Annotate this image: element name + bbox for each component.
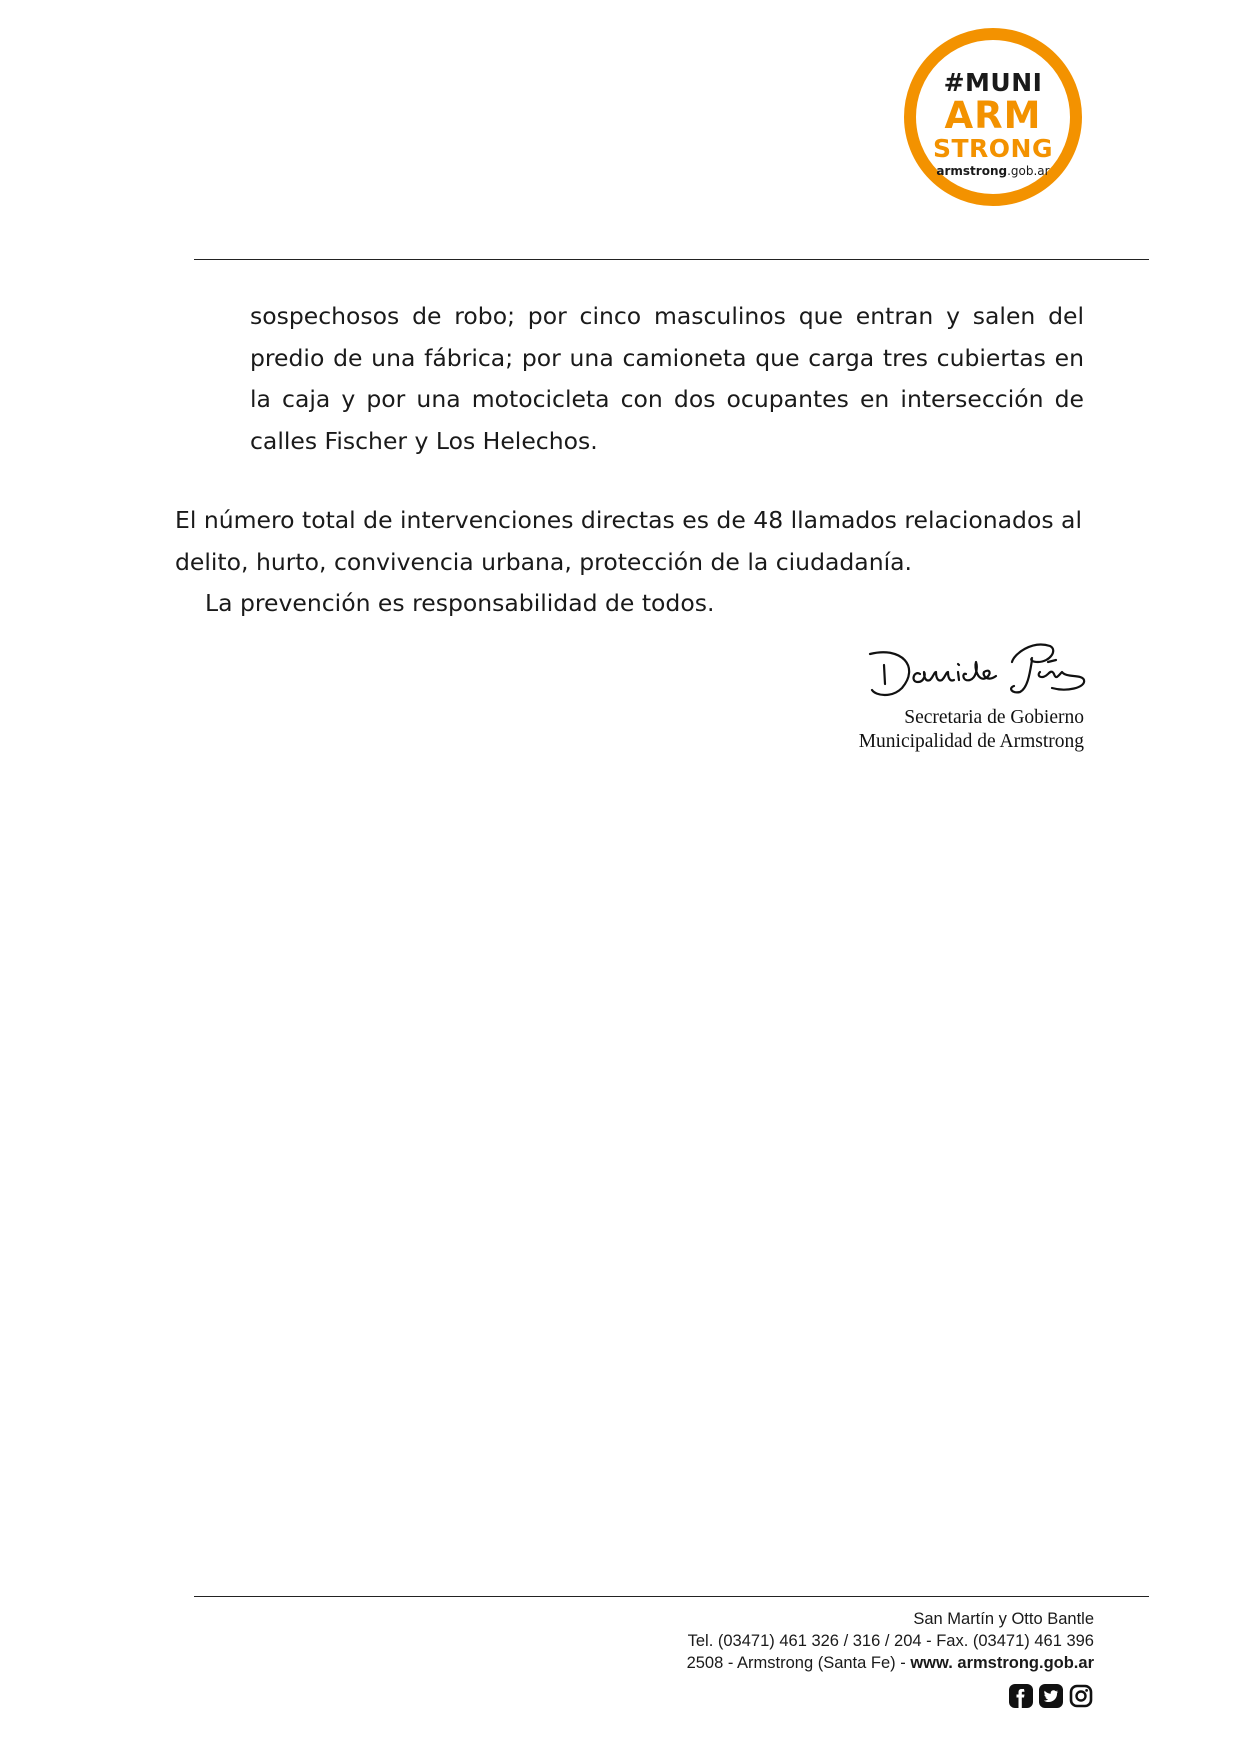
logo-domain-bold: armstrong	[936, 164, 1008, 178]
footer-city: 2508 - Armstrong (Santa Fe) -	[686, 1654, 911, 1672]
header-divider	[194, 259, 1149, 260]
logo-domain-suffix: .gob.ar	[1007, 164, 1050, 178]
instagram-icon[interactable]	[1068, 1683, 1094, 1709]
paragraph-closing: La prevención es responsabilidad de todos.	[205, 589, 715, 617]
handwritten-signature	[862, 632, 1102, 712]
footer-website-link[interactable]: www. armstrong.gob.ar	[910, 1654, 1094, 1672]
logo-domain	[916, 164, 1070, 178]
paragraph-continuation: sospechosos de robo; por cinco masculinos que entran y salen del predio de una fábrica; por una camioneta que carga tres cubiertas en la caja y por una motocicleta con dos ocupantes en intersección de calles Fischer y Los Helechos.	[250, 302, 1084, 455]
footer-address: San Martín y Otto Bantle	[913, 1610, 1094, 1628]
logo-line-strong: STRONG	[932, 134, 1053, 163]
facebook-icon[interactable]	[1008, 1683, 1034, 1709]
signatory-institution: Municipalidad de Armstrong	[858, 731, 1084, 752]
signatory-title: Secretaria de Gobierno	[904, 707, 1084, 728]
footer-divider	[194, 1596, 1149, 1597]
logo-line-arm: ARM	[944, 94, 1042, 137]
municipality-logo	[904, 28, 1082, 206]
paragraph-total-interventions: El número total de intervenciones directas es de 48 llamados relacionados al delito, hurto, convivencia urbana, protección de la ciudadanía.	[175, 506, 1082, 576]
twitter-icon[interactable]	[1038, 1683, 1064, 1709]
social-icons	[1008, 1683, 1094, 1709]
footer-phones: Tel. (03471) 461 326 / 316 / 204 - Fax. (03471) 461 396	[687, 1632, 1094, 1650]
logo-line-muni: #MUNI	[943, 68, 1043, 97]
footer-city-website	[687, 1654, 1094, 1673]
